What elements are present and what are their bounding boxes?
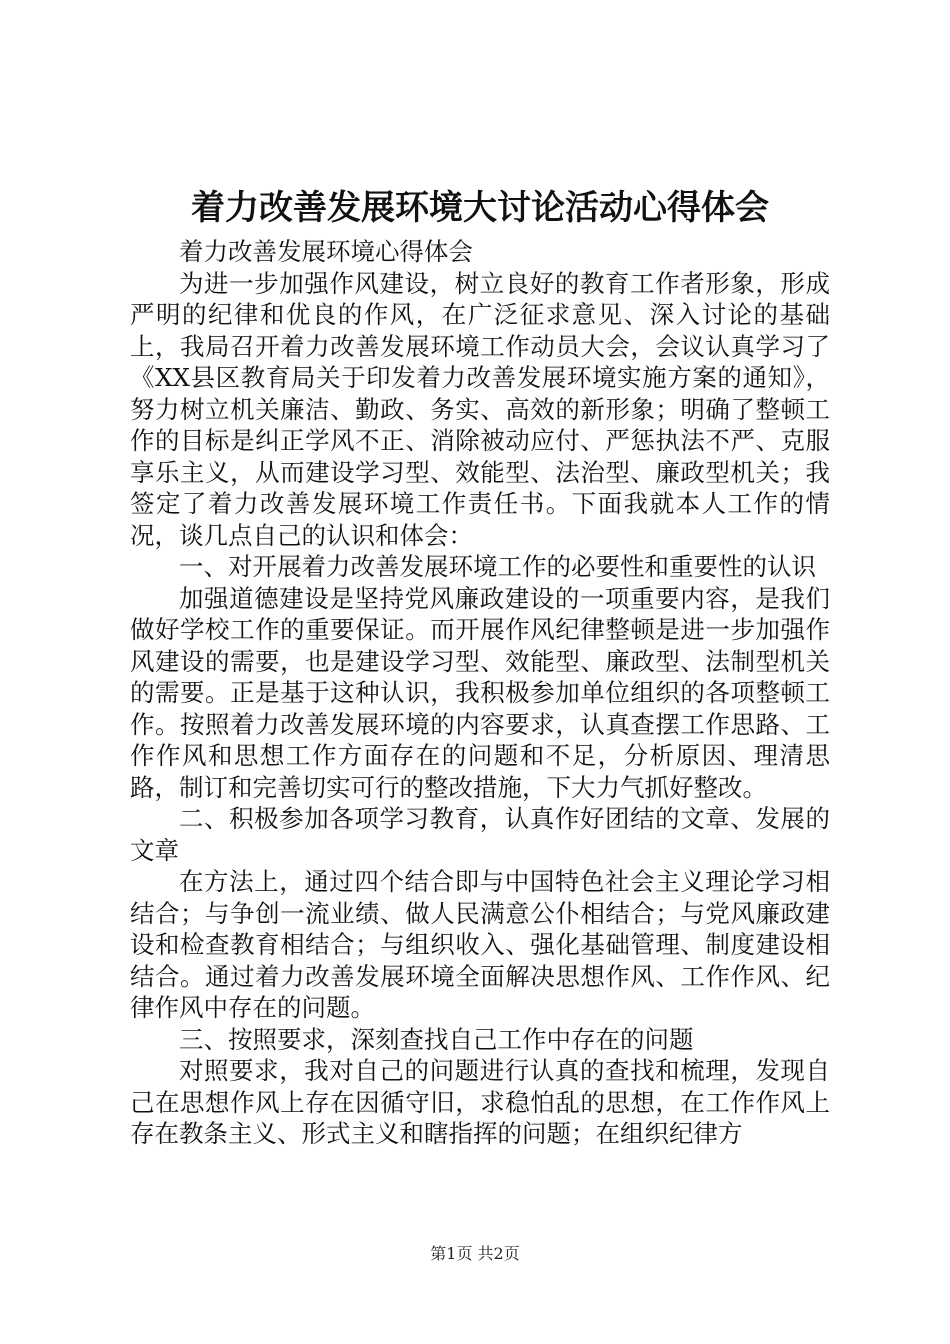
paragraph-section-3: 对照要求，我对自己的问题进行认真的查找和梳理，发现自己在思想作风上存在因循守旧，求稳怕乱的思想，在工作作风上存在教条主义、形式主义和瞎指挥的问题；在组织纪律方 bbox=[130, 1056, 830, 1148]
paragraph-intro: 为进一步加强作风建设，树立良好的教育工作者形象，形成严明的纪律和优良的作风，在广泛征求意见、深入讨论的基础上，我局召开着力改善发展环境工作动员大会，会议认真学习了《XX县区教育局关于印发着力改善发展环境实施方案的通知》，努力树立机关廉洁、勤政、务实、高效的新形象；明确了整顿工作的目标是纠正学风不正、消除被动应付、严惩执法不严、克服享乐主义，从而建设学习型、效能型、法治型、廉政型机关；我签定了着力改善发展环境工作责任书。下面我就本人工作的情况，谈几点自己的认识和体会： bbox=[130, 268, 830, 550]
section-heading-2: 二、积极参加各项学习教育，认真作好团结的文章、发展的文章 bbox=[130, 804, 830, 865]
section-heading-3: 三、按照要求，深刻查找自己工作中存在的问题 bbox=[179, 1024, 694, 1054]
document-title: 着力改善发展环境大讨论活动心得体会 bbox=[191, 188, 769, 228]
section-heading-1: 一、对开展着力改善发展环境工作的必要性和重要性的认识 bbox=[179, 552, 816, 581]
paragraph-section-1: 加强道德建设是坚持党风廉政建设的一项重要内容，是我们做好学校工作的重要保证。而开展作风纪律整顿是进一步加强作风建设的需要，也是建设学习型、效能型、廉政型、法制型机关的需要。正是基于这种认识，我积极参加单位组织的各项整顿工作。按照着力改善发展环境的内容要求，认真查摆工作思路、工作作风和思想工作方面存在的问题和不足，分析原因、理清思路，制订和完善切实可行的整改措施，下大力气抓好整改。 bbox=[130, 583, 830, 802]
paragraph-subtitle: 着力改善发展环境心得体会 bbox=[179, 237, 473, 266]
document-body bbox=[130, 236, 830, 1150]
paragraph-section-2: 在方法上，通过四个结合即与中国特色社会主义理论学习相结合；与争创一流业绩、做人民满意公仆相结合；与党风廉政建设和检查教育相结合；与组织收入、强化基础管理、制度建设相结合。通过着力改善发展环境全面解决思想作风、工作作风、纪律作风中存在的问题。 bbox=[130, 867, 830, 1022]
page-number-footer: 第1页 共2页 bbox=[430, 1244, 520, 1263]
document-page bbox=[130, 0, 830, 1344]
